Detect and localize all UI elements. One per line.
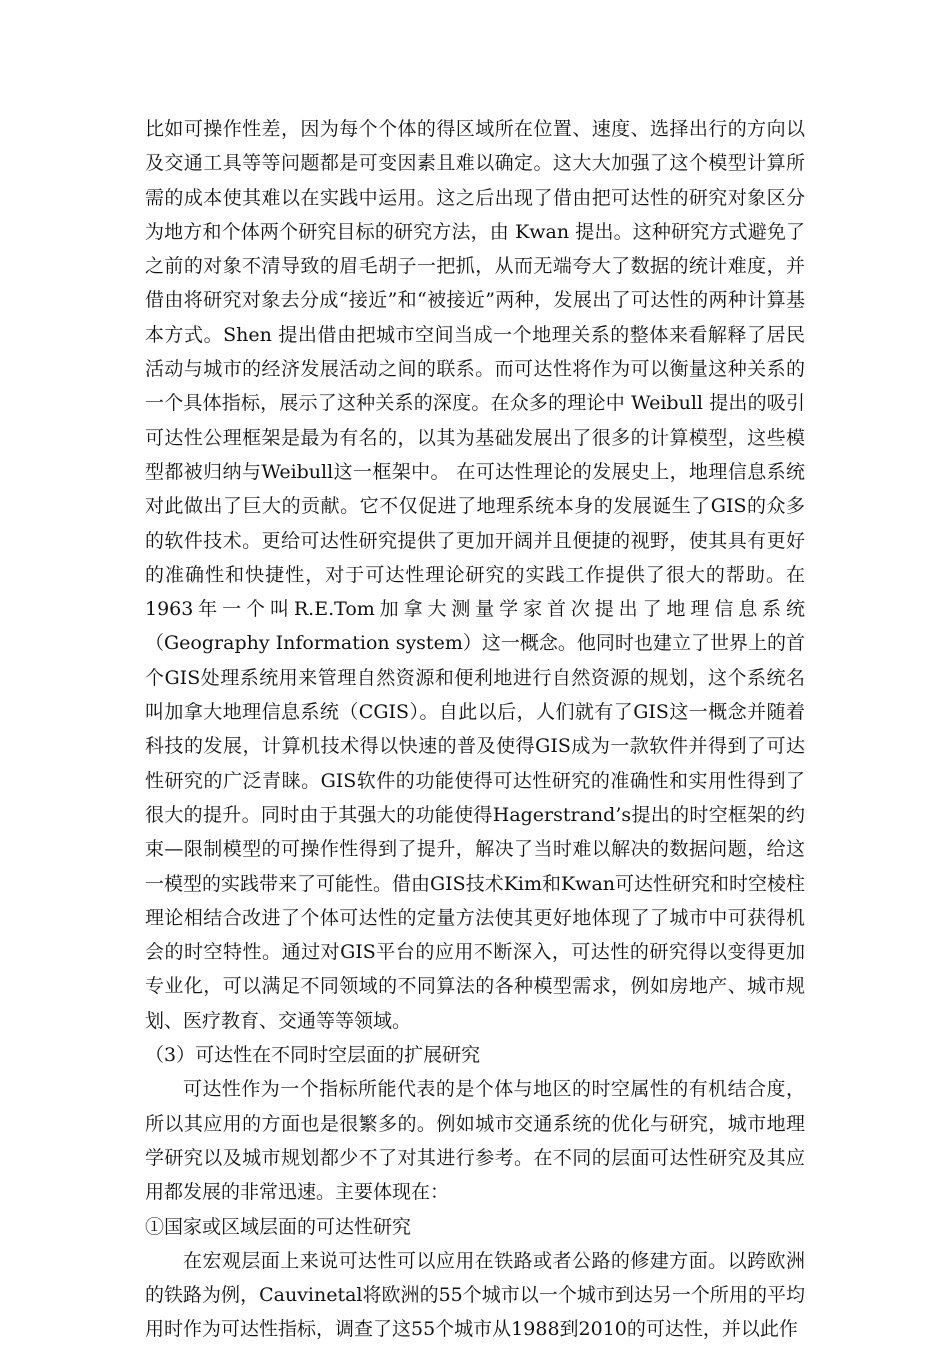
subsection-heading-1: ①国家或区域层面的可达性研究 (145, 1215, 412, 1238)
body-paragraph: 可达性作为一个指标所能代表的是个体与地区的时空属性的有机结合度，所以其应用的方面也是很繁多的。例如城市交通系统的优化与研究，城市地理学研究以及城市规划都少不了对其进行参考。在不同的层面可达性研究及其应用都发展的非常迅速。主要体现在： (145, 1078, 805, 1204)
body-paragraph: 在宏观层面上来说可达性可以应用在铁路或者公路的修建方面。以跨欧洲的铁路为例，Cauvinetal将欧洲的55个城市以一个城市到达另一个所用的平均用时作为可达性指标，调查了这55个城市从1988到2010的可达性，并以此作 (145, 1249, 805, 1341)
section-heading-3: （3）可达性在不同时空层面的扩展研究 (145, 1044, 481, 1067)
document-page (145, 112, 805, 1347)
body-paragraph-continued: 比如可操作性差，因为每个个体的得区域所在位置、速度、选择出行的方向以及交通工具等等问题都是可变因素且难以确定。这大大加强了这个模型计算所需的成本使其难以在实践中运用。这之后出现了借由把可达性的研究对象区分为地方和个体两个研究目标的研究方法，由 Kwan 提出。这种研究方式避免了之前的对象不清导致的眉毛胡子一把抓，从而无端夸大了数据的统计难度，并借由将研究对象去分成“接近”和“被接近”两种，发展出了可达性的两种计算基本方式。Shen 提出借由把城市空间当成一个地理关系的整体来看解释了居民活动与城市的经济发展活动之间的联系。而可达性将作为可以衡量这种关系的一个具体指标，展示了这种关系的深度。在众多的理论中 Weibull 提出的吸引可达性公理框架是最为有名的，以其为基础发展出了很多的计算模型，这些模型都被归纳与Weibull这一框架中。 在可达性理论的发展史上，地理信息系统对此做出了巨大的贡献。它不仅促进了地理系统本身的发展诞生了GIS的众多的软件技术。更给可达性研究提供了更加开阔并且便捷的视野，使其具有更好的准确性和快捷性，对于可达性理论研究的实践工作提供了很大的帮助。在1963年一个叫R.E.Tom加拿大测量学家首次提出了地理信息系统（Geography Information system）这一概念。他同时也建立了世界上的首个GIS处理系统用来管理自然资源和便利地进行自然资源的规划，这个系统名叫加拿大地理信息系统（CGIS）。自此以后，人们就有了GIS这一概念并随着科技的发展，计算机技术得以快速的普及使得GIS成为一款软件并得到了可达性研究的广泛青睐。GIS软件的功能使得可达性研究的准确性和实用性得到了很大的提升。同时由于其强大的功能使得Hagerstrand’s提出的时空框架的约束—限制模型的可操作性得到了提升，解决了当时难以解决的数据问题，给这一模型的实践带来了可能性。借由GIS技术Kim和Kwan可达性研究和时空棱柱理论相结合改进了个体可达性的定量方法使其更好地体现了了城市中可获得机会的时空特性。通过对GIS平台的应用不断深入，可达性的研究得以变得更加专业化，可以满足不同领域的不同算法的各种模型需求，例如房地产、城市规划、医疗教育、交通等等领域。 (145, 118, 806, 1032)
